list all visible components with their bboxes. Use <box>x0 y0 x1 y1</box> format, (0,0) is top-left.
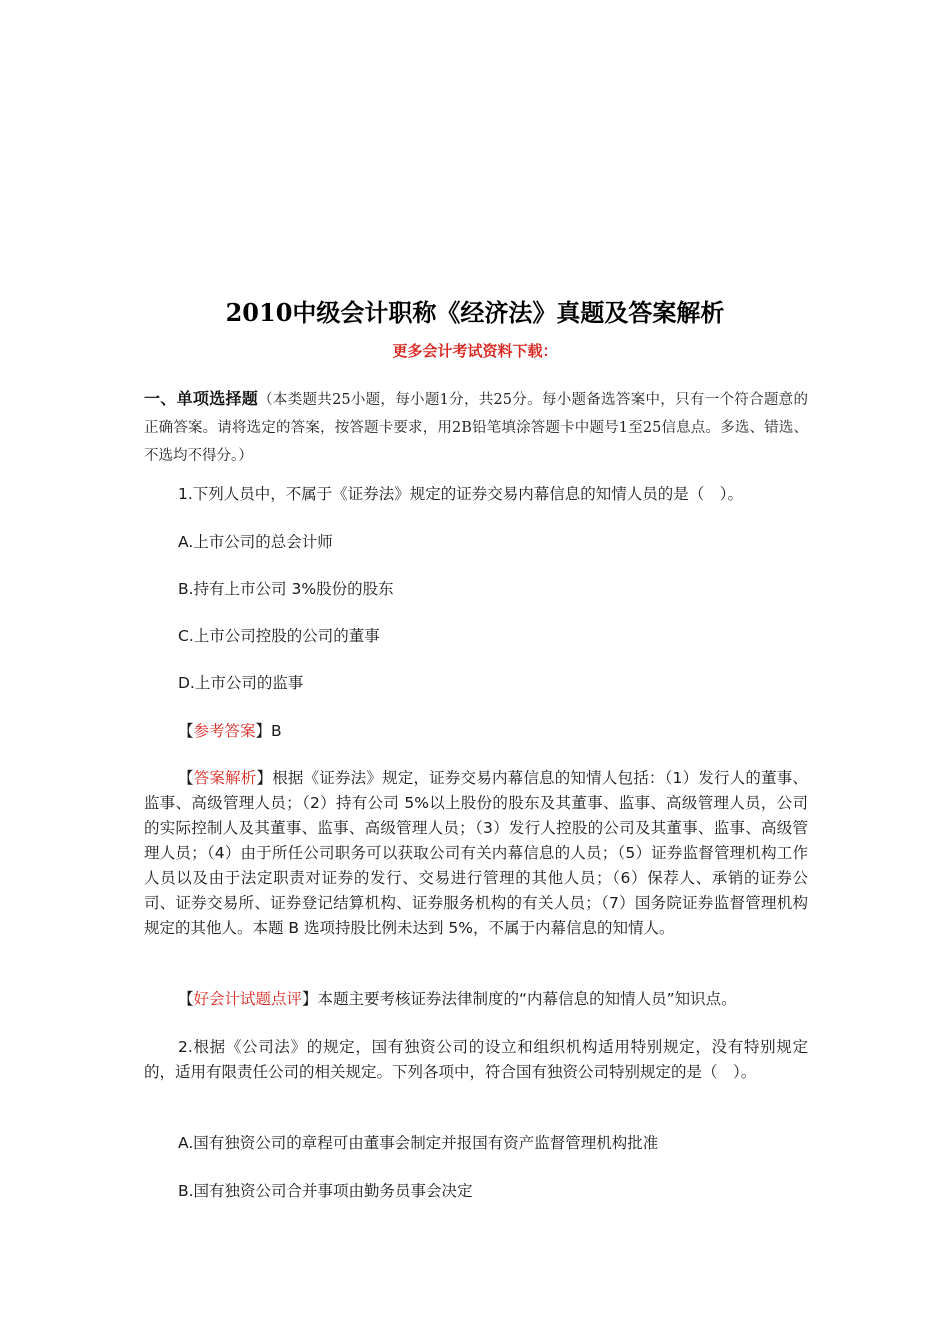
section-heading: 一、单项选择题 <box>144 389 259 408</box>
question-1-option-c: C.上市公司控股的公司的董事 <box>178 627 380 645</box>
question-1-option-a: A.上市公司的总会计师 <box>178 533 333 551</box>
answer-value: 】B <box>255 722 282 740</box>
download-link-text[interactable]: 更多会计考试资料下载： <box>392 342 558 360</box>
question-1-stem: 1.下列人员中，不属于《证券法》规定的证券交易内幕信息的知情人员的是（ ）。 <box>178 485 744 503</box>
question-1-comment <box>144 987 808 1012</box>
comment-bracket-open: 【 <box>178 990 194 1008</box>
question-1-option-b: B.持有上市公司 3%股份的股东 <box>178 580 394 598</box>
question-2-option-b: B.国有独资公司合并事项由勤务员事会决定 <box>178 1182 473 1200</box>
section-instructions: （本类题共25小题，每小题1分，共25分。每小题备选答案中，只有一个符合题意的正确答案。请将选定的答案，按答题卡要求，用2B铅笔填涂答题卡中题号1至25信息点。多选、错选、不选均不得分。） <box>144 392 808 464</box>
question-2-option-a: A.国有独资公司的章程可由董事会制定并报国有资产监督管理机构批准 <box>178 1134 659 1152</box>
question-1-analysis <box>144 766 808 941</box>
question-2-stem: 2.根据《公司法》的规定，国有独资公司的设立和组织机构适用特别规定，没有特别规定的，适用有限责任公司的相关规定。下列各项中，符合国有独资公司特别规定的是（ ）。 <box>144 1038 808 1081</box>
analysis-text: 】根据《证券法》规定，证券交易内幕信息的知情人包括：（1）发行人的董事、监事、高级管理人员；（2）持有公司 5%以上股份的股东及其董事、监事、高级管理人员，公司的实际控制人及其董事、监事、高级管理人员；（3）发行人控股的公司及其董事、监事、高级管理人员；（4）由于所任公司职务可以获取公司有关内幕信息的人员；（5）证券监督管理机构工作人员以及由于法定职责对证券的发行、交易进行管理的其他人员；（6）保荐人、承销的证券公司、证券交易所、证券登记结算机构、证券服务机构的有关人员；（7）国务院证券监督管理机构规定的其他人。本题 B 选项持股比例未达到 5%，不属于内幕信息的知情人。 <box>144 769 808 937</box>
question-1-answer <box>178 719 282 744</box>
answer-label: 参考答案 <box>193 722 256 740</box>
analysis-bracket-open: 【 <box>178 769 194 787</box>
section-intro <box>144 385 808 470</box>
answer-bracket-open: 【 <box>178 722 194 740</box>
document-title: 2010中级会计职称《经济法》真题及答案解析 <box>225 298 725 327</box>
question-1-option-d: D.上市公司的监事 <box>178 674 304 692</box>
comment-label: 好会计试题点评 <box>193 990 303 1008</box>
comment-text: 】本题主要考核证券法律制度的“内幕信息的知情人员”知识点。 <box>302 990 737 1008</box>
analysis-label: 答案解析 <box>193 769 257 787</box>
